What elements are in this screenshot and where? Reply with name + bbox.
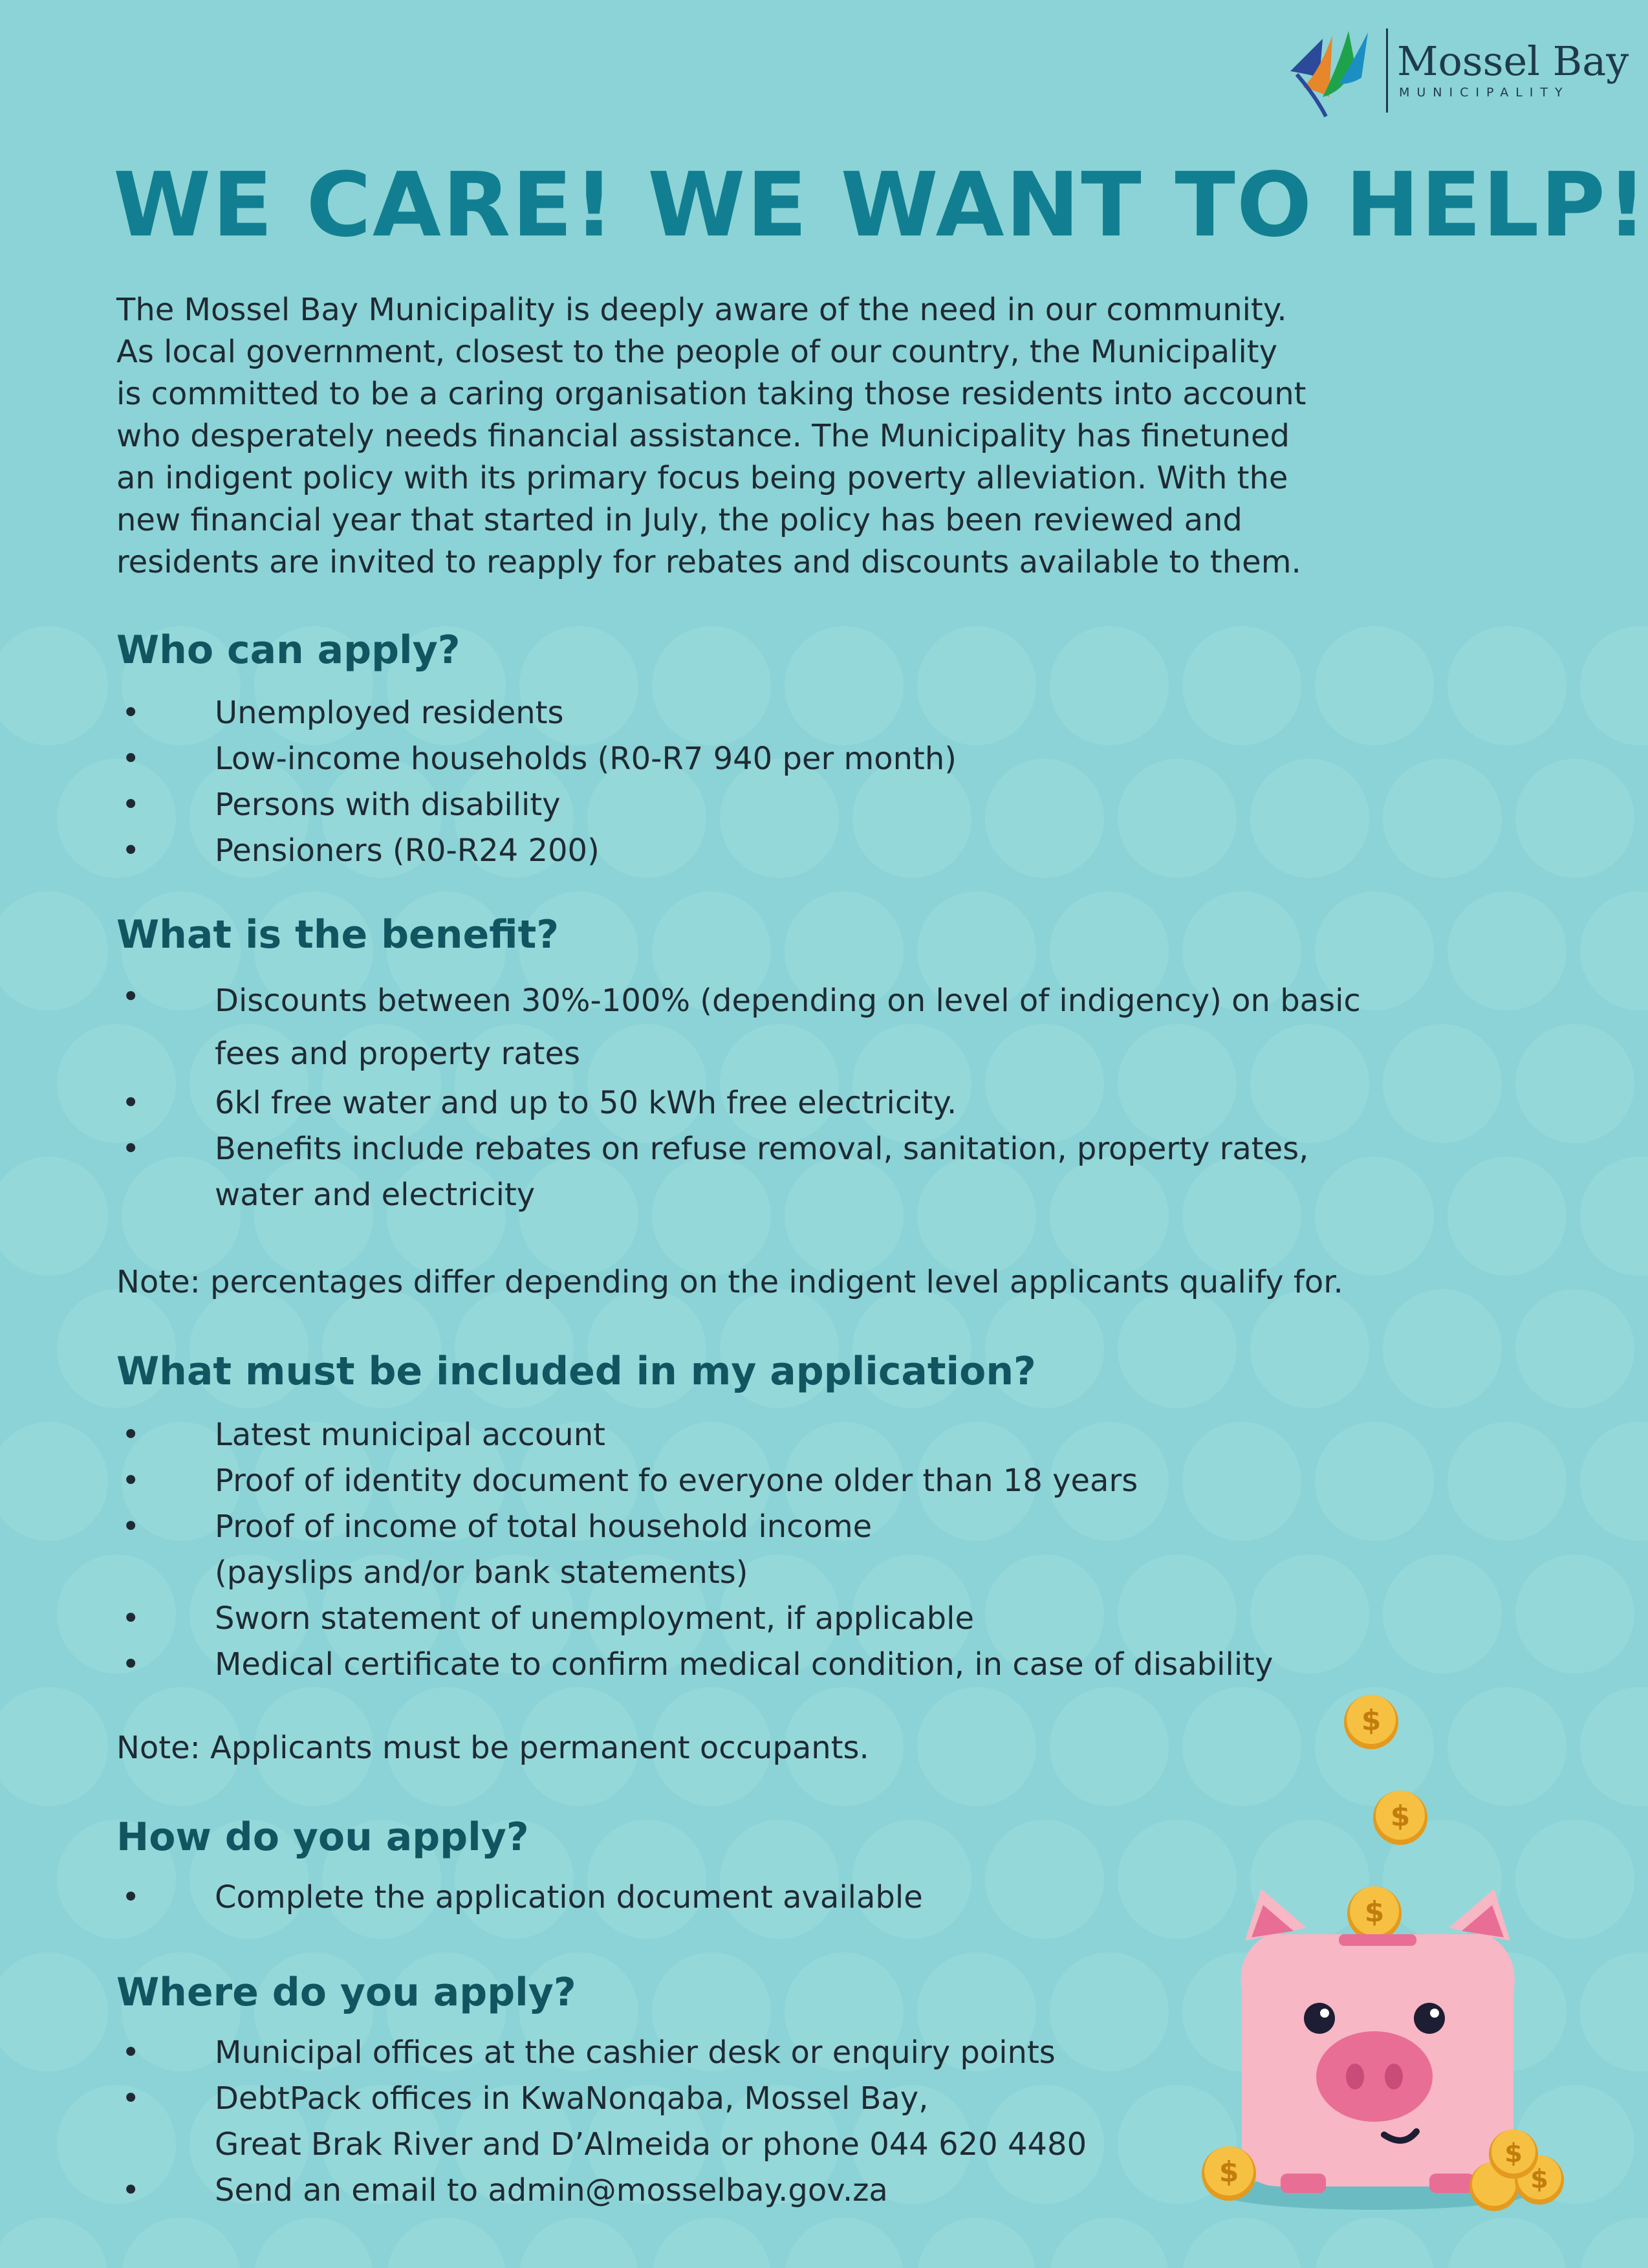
coin-icon bbox=[1202, 2146, 1256, 2201]
background-dot bbox=[1580, 1687, 1648, 1806]
background-dot bbox=[254, 2218, 373, 2268]
mossel-bay-bird-icon bbox=[1284, 26, 1381, 116]
logo-subtitle: MUNICIPALITY bbox=[1399, 85, 1570, 100]
background-dot bbox=[387, 2218, 506, 2268]
svg-text:$: $ bbox=[1364, 1895, 1385, 1928]
background-dot bbox=[1580, 1952, 1648, 2071]
list-item: • Municipal offices at the cashier desk or enquiry points bbox=[116, 2030, 1572, 2076]
background-dot bbox=[785, 2218, 904, 2268]
background-dot bbox=[0, 1157, 108, 1276]
background-dot bbox=[1118, 1289, 1237, 1408]
note-benefit: Note: percentages differ depending on the indigent level applicants qualify for. bbox=[116, 1264, 1343, 1300]
list-item: • Complete the application document available bbox=[116, 1875, 1572, 1921]
bullet: • bbox=[122, 1509, 140, 1545]
bullet: • bbox=[122, 1879, 140, 1915]
background-dot bbox=[1515, 1289, 1634, 1408]
intro-line: The Mossel Bay Municipality is deeply aware of the need in our community. bbox=[116, 292, 1287, 328]
bullet: • bbox=[122, 1600, 140, 1637]
background-dot bbox=[0, 1422, 108, 1541]
bullet: • bbox=[122, 2080, 140, 2117]
bullet: • bbox=[122, 695, 140, 731]
list-item: • Pensioners (R0-R24 200) bbox=[116, 828, 1572, 874]
list-item: • Low-income households (R0-R7 940 per month) bbox=[116, 736, 1572, 782]
background-dot bbox=[0, 2218, 108, 2268]
intro-line: is committed to be a caring organisation taking those residents into account bbox=[116, 376, 1306, 412]
heading-how-to-apply: How do you apply? bbox=[116, 1815, 529, 1860]
svg-text:$: $ bbox=[1390, 1800, 1411, 1833]
bullet: • bbox=[122, 1417, 140, 1453]
background-dot bbox=[1447, 2218, 1567, 2268]
background-dot bbox=[1250, 1289, 1369, 1408]
intro-paragraph bbox=[116, 289, 1559, 583]
list-item: • Benefits include rebates on refuse removal, sanitation, property rates, water and electricity bbox=[116, 1126, 1572, 1218]
background-dot bbox=[1383, 1289, 1502, 1408]
list-item: • Proof of identity document fo everyone older than 18 years bbox=[116, 1458, 1572, 1504]
svg-text:$: $ bbox=[1361, 1704, 1382, 1737]
list-item: • 6kl free water and up to 50 kWh free electricity. bbox=[116, 1080, 1572, 1126]
svg-text:$: $ bbox=[1530, 2164, 1548, 2194]
list-application-contents bbox=[116, 1412, 1572, 1688]
background-dot bbox=[122, 2218, 241, 2268]
background-dot bbox=[652, 2218, 771, 2268]
background-dot bbox=[1315, 2218, 1434, 2268]
background-dot bbox=[1580, 1422, 1648, 1541]
background-dot bbox=[1580, 1157, 1648, 1276]
list-item: • Send an email to admin@mosselbay.gov.za bbox=[116, 2168, 1572, 2214]
svg-text:$: $ bbox=[1504, 2139, 1523, 2168]
background-dot bbox=[0, 891, 108, 1010]
page-title: WE CARE! WE WANT TO HELP! bbox=[113, 154, 1648, 257]
municipality-logo bbox=[1284, 26, 1629, 116]
background-dot bbox=[1580, 891, 1648, 1010]
coin-icon bbox=[1373, 1791, 1427, 1845]
heading-where-to-apply: Where do you apply? bbox=[116, 1970, 576, 2015]
background-dot bbox=[1580, 626, 1648, 745]
piggy-bank-icon bbox=[1190, 1682, 1578, 2212]
intro-line: who desperately needs financial assistance. The Municipality has finetuned bbox=[116, 418, 1290, 454]
list-item: • Unemployed residents bbox=[116, 690, 1572, 736]
background-dot bbox=[1182, 2218, 1301, 2268]
heading-application-contents: What must be included in my application? bbox=[116, 1349, 1036, 1394]
heading-who-can-apply: Who can apply? bbox=[116, 627, 461, 673]
logo-name: Mossel Bay bbox=[1397, 38, 1629, 85]
bullet: • bbox=[122, 2172, 140, 2208]
background-dot bbox=[0, 1952, 108, 2071]
bullet: • bbox=[122, 1646, 140, 1683]
background-dot bbox=[1580, 2218, 1648, 2268]
background-dot bbox=[917, 1687, 1036, 1806]
note-applicants: Note: Applicants must be permanent occupants. bbox=[116, 1730, 869, 1766]
list-benefit bbox=[116, 974, 1572, 1218]
list-item: • Persons with disability bbox=[116, 782, 1572, 828]
bullet: • bbox=[122, 1463, 140, 1499]
intro-line: new financial year that started in July, the policy has been reviewed and bbox=[116, 502, 1242, 538]
background-dot bbox=[519, 2218, 638, 2268]
svg-text:$: $ bbox=[1219, 2155, 1239, 2188]
coin-icon bbox=[1347, 1886, 1402, 1941]
intro-line: residents are invited to reapply for rebates and discounts available to them. bbox=[116, 544, 1301, 580]
bullet: • bbox=[122, 2034, 140, 2071]
bullet: • bbox=[122, 1085, 140, 1121]
list-item: • DebtPack offices in KwaNonqaba, Mossel Bay, Great Brak River and D’Almeida or phone 044 620 4480 bbox=[116, 2076, 1572, 2168]
intro-line: an indigent policy with its primary focus being poverty alleviation. With the bbox=[116, 460, 1288, 496]
logo-divider bbox=[1386, 28, 1388, 113]
list-item: • Discounts between 30%-100% (depending on level of indigency) on basic fees and property rates bbox=[116, 974, 1572, 1080]
bullet: • bbox=[122, 787, 140, 823]
list-item: • Sworn statement of unemployment, if applicable bbox=[116, 1596, 1572, 1642]
background-dot bbox=[1050, 2218, 1169, 2268]
background-dot bbox=[0, 626, 108, 745]
bullet: • bbox=[122, 833, 140, 869]
heading-benefit: What is the benefit? bbox=[116, 912, 559, 957]
bullet: • bbox=[122, 1131, 140, 1167]
background-dot bbox=[0, 1687, 108, 1806]
background-dot bbox=[1050, 1687, 1169, 1806]
list-item: • Proof of income of total household income (payslips and/or bank statements) bbox=[116, 1504, 1572, 1596]
background-dot bbox=[917, 2218, 1036, 2268]
intro-line: As local government, closest to the people of our country, the Municipality bbox=[116, 334, 1278, 370]
bullet: • bbox=[122, 979, 140, 1015]
bullet: • bbox=[122, 741, 140, 777]
list-item: • Latest municipal account bbox=[116, 1412, 1572, 1458]
coin-icon bbox=[1344, 1695, 1398, 1749]
list-who-can-apply bbox=[116, 690, 1572, 874]
list-item: • Medical certificate to confirm medical condition, in case of disability bbox=[116, 1642, 1572, 1688]
